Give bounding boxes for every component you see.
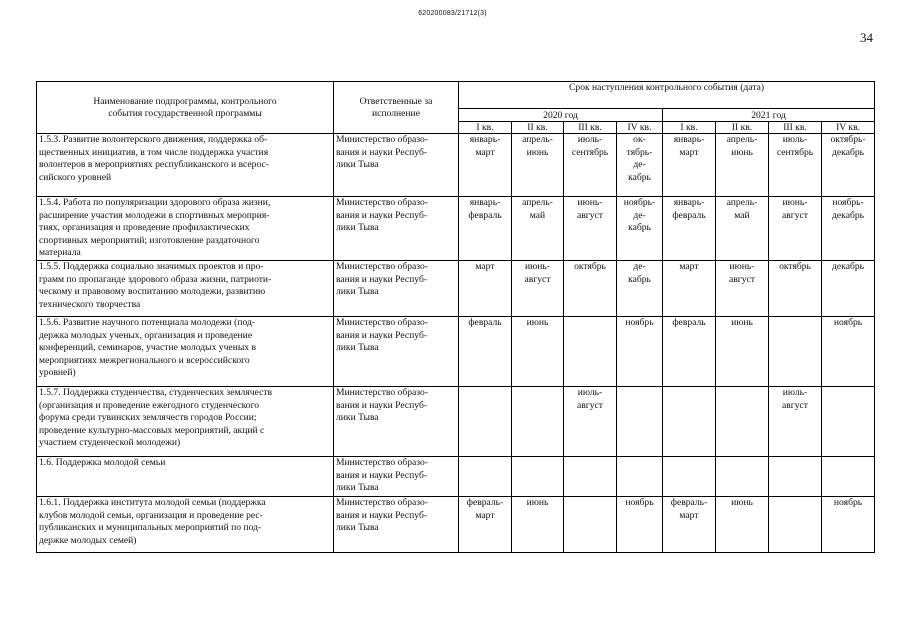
quarter-deadline-cell: июнь xyxy=(716,317,769,387)
responsible-cell: Министерство образо- вания и науки Респуб- лики Тыва xyxy=(334,457,459,497)
quarter-deadline-cell: апрель- май xyxy=(512,197,564,261)
quarter-deadline-cell xyxy=(769,457,822,497)
responsible-cell: Министерство образо- вания и науки Респуб- лики Тыва xyxy=(334,197,459,261)
quarter-deadline-cell: апрель- июнь xyxy=(716,134,769,197)
header-quarter: II кв. xyxy=(716,122,769,134)
quarter-deadline-cell xyxy=(512,387,564,457)
quarter-deadline-cell: январь- февраль xyxy=(663,197,716,261)
quarter-deadline-cell: декабрь xyxy=(822,261,875,317)
quarter-deadline-cell xyxy=(822,387,875,457)
quarter-deadline-cell: январь- февраль xyxy=(459,197,512,261)
header-responsible: Ответственные за исполнение xyxy=(334,82,459,134)
event-name-cell: 1.5.7. Поддержка студенчества, студенческих землячеств (организация и проведение ежегодного студенческого форума среди тувинских землячеств городов России; проведение культурно-массовых мероприятий, акций с участием студенческой молодежи) xyxy=(37,387,334,457)
event-name-cell: 1.5.5. Поддержка социально значимых проектов и про- грамм по пропаганде здорового образа жизни, патриоти- ческому и правовому воспитанию молодежи, развитию технического творчества xyxy=(37,261,334,317)
quarter-deadline-cell: ноябрь xyxy=(617,317,663,387)
quarter-deadline-cell xyxy=(663,457,716,497)
quarter-deadline-cell xyxy=(716,457,769,497)
quarter-deadline-cell xyxy=(769,497,822,553)
quarter-deadline-cell: февраль- март xyxy=(459,497,512,553)
quarter-deadline-cell xyxy=(822,457,875,497)
quarter-deadline-cell: июнь- август xyxy=(769,197,822,261)
event-name-cell: 1.5.3. Развитие волонтерского движения, поддержка об- щественных инициатив, в том числе поддержка участия волонтеров в мероприятиях республиканского и всерос- сийского уровней xyxy=(37,134,334,197)
header-quarter: IV кв. xyxy=(822,122,875,134)
responsible-cell: Министерство образо- вания и науки Респуб- лики Тыва xyxy=(334,317,459,387)
quarter-deadline-cell: февраль xyxy=(459,317,512,387)
quarter-deadline-cell: июнь xyxy=(716,497,769,553)
quarter-deadline-cell: апрель- май xyxy=(716,197,769,261)
quarter-deadline-cell: февраль- март xyxy=(663,497,716,553)
quarter-deadline-cell: июль- август xyxy=(769,387,822,457)
responsible-cell: Министерство образо- вания и науки Респуб- лики Тыва xyxy=(334,134,459,197)
quarter-deadline-cell xyxy=(564,497,617,553)
quarter-deadline-cell xyxy=(512,457,564,497)
quarter-deadline-cell: ноябрь xyxy=(617,497,663,553)
event-name-cell: 1.6. Поддержка молодой семьи xyxy=(37,457,334,497)
table-row xyxy=(37,387,875,457)
header-name: Наименование подпрограммы, контрольного события государственной программы xyxy=(37,82,334,134)
header-quarter: IV кв. xyxy=(617,122,663,134)
quarter-deadline-cell: март xyxy=(663,261,716,317)
header-year-2020: 2020 год xyxy=(459,109,663,122)
quarter-deadline-cell: июнь- август xyxy=(716,261,769,317)
quarter-deadline-cell: октябрь xyxy=(769,261,822,317)
quarter-deadline-cell: ноябрь xyxy=(822,317,875,387)
header-year-2021: 2021 год xyxy=(663,109,875,122)
quarter-deadline-cell xyxy=(564,317,617,387)
quarter-deadline-cell: ноябрь xyxy=(822,497,875,553)
header-quarter: I кв. xyxy=(663,122,716,134)
table-row xyxy=(37,317,875,387)
quarter-deadline-cell: июнь xyxy=(512,497,564,553)
header-quarter: II кв. xyxy=(512,122,564,134)
quarter-deadline-cell: июль- сентябрь xyxy=(564,134,617,197)
responsible-cell: Министерство образо- вания и науки Респуб- лики Тыва xyxy=(334,497,459,553)
quarter-deadline-cell xyxy=(663,387,716,457)
quarter-deadline-cell: июль- сентябрь xyxy=(769,134,822,197)
header-quarter: III кв. xyxy=(564,122,617,134)
table-row xyxy=(37,134,875,197)
quarter-deadline-cell xyxy=(769,317,822,387)
document-id: 620200083/21712(3) xyxy=(418,10,487,17)
quarter-deadline-cell: ноябрь- декабрь xyxy=(822,197,875,261)
event-name-cell: 1.5.4. Работа по популяризации здорового образа жизни, расширение участия молодежи в спортивных мероприя- тиях, организация и проведение профилактических спортивных мероприятий; изготовление раздаточного материала xyxy=(37,197,334,261)
quarter-deadline-cell: июнь- август xyxy=(564,197,617,261)
header-quarter: III кв. xyxy=(769,122,822,134)
quarter-deadline-cell: октябрь- декабрь xyxy=(822,134,875,197)
quarter-deadline-cell: апрель- июнь xyxy=(512,134,564,197)
responsible-cell: Министерство образо- вания и науки Респуб- лики Тыва xyxy=(334,387,459,457)
header-quarter: I кв. xyxy=(459,122,512,134)
quarter-deadline-cell xyxy=(716,387,769,457)
quarter-deadline-cell: октябрь xyxy=(564,261,617,317)
quarter-deadline-cell: март xyxy=(459,261,512,317)
quarter-deadline-cell xyxy=(564,457,617,497)
quarter-deadline-cell: де- кабрь xyxy=(617,261,663,317)
table-row xyxy=(37,197,875,261)
quarter-deadline-cell: январь- март xyxy=(459,134,512,197)
page-number: 34 xyxy=(860,30,873,45)
event-name-cell: 1.5.6. Развитие научного потенциала молодежи (под- держка молодых ученых, организация и проведение конференций, семинаров, участие молодых ученых в мероприятиях межрегионального и всероссийского уровней) xyxy=(37,317,334,387)
header-deadline: Срок наступления контрольного события (дата) xyxy=(459,82,875,109)
quarter-deadline-cell: январь- март xyxy=(663,134,716,197)
quarter-deadline-cell: февраль xyxy=(663,317,716,387)
quarter-deadline-cell: июль- август xyxy=(564,387,617,457)
event-name-cell: 1.6.1. Поддержка института молодой семьи (поддержка клубов молодой семьи, организация и проведение рес- публиканских и муниципальных мероприятий по под- держке молодых семей) xyxy=(37,497,334,553)
control-events-table xyxy=(36,81,875,553)
quarter-deadline-cell xyxy=(617,457,663,497)
quarter-deadline-cell: июнь xyxy=(512,317,564,387)
quarter-deadline-cell xyxy=(459,387,512,457)
table-row xyxy=(37,261,875,317)
quarter-deadline-cell: ок- тябрь- де- кабрь xyxy=(617,134,663,197)
responsible-cell: Министерство образо- вания и науки Респуб- лики Тыва xyxy=(334,261,459,317)
table-row xyxy=(37,497,875,553)
table-row xyxy=(37,457,875,497)
quarter-deadline-cell: июнь- август xyxy=(512,261,564,317)
quarter-deadline-cell xyxy=(617,387,663,457)
quarter-deadline-cell: ноябрь- де- кабрь xyxy=(617,197,663,261)
quarter-deadline-cell xyxy=(459,457,512,497)
